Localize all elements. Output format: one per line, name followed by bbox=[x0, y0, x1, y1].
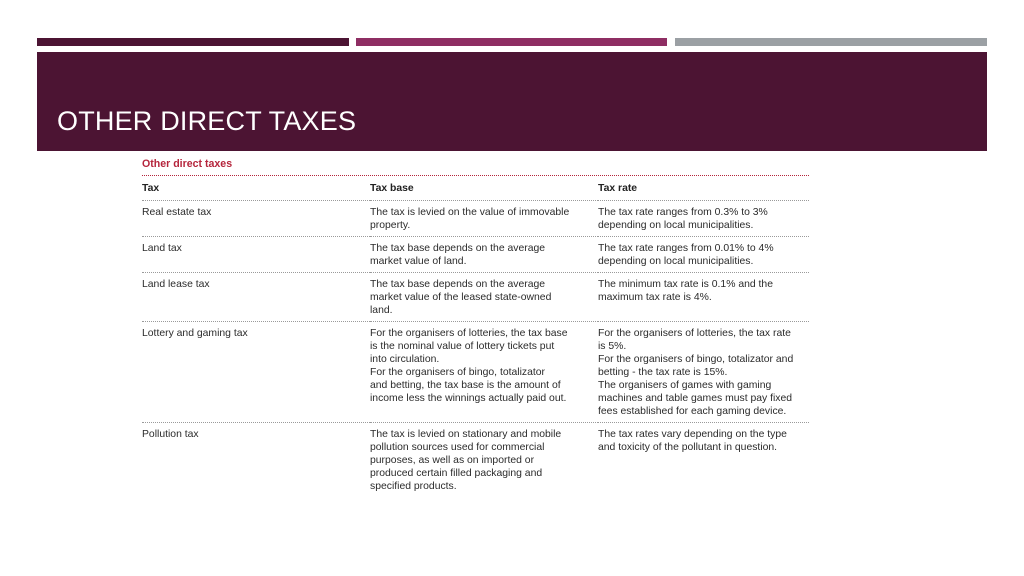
cell-line: For the organisers of bingo, totalizator and bbox=[598, 354, 794, 365]
cell-line: is the nominal value of lottery tickets put bbox=[370, 341, 555, 352]
cell-line: depending on local municipalities. bbox=[598, 220, 754, 231]
cell-tax-base bbox=[370, 237, 598, 273]
accent-bar-1 bbox=[37, 38, 349, 46]
cell-tax-base bbox=[370, 322, 598, 423]
cell-line: For the organisers of lotteries, the tax rate bbox=[598, 328, 791, 339]
table-row bbox=[142, 237, 809, 273]
cell-line: is 5%. bbox=[598, 341, 627, 352]
table-header-row bbox=[142, 176, 809, 201]
cell-line: income less the winnings actually paid out. bbox=[370, 393, 567, 404]
cell-tax: Land lease tax bbox=[142, 273, 370, 322]
accent-bar-2 bbox=[356, 38, 667, 46]
cell-tax-rate bbox=[598, 201, 809, 237]
cell-line: For the organisers of bingo, totalizator bbox=[370, 367, 546, 378]
cell-line: land. bbox=[370, 305, 393, 316]
cell-line: maximum tax rate is 4%. bbox=[598, 292, 712, 303]
table-row bbox=[142, 273, 809, 322]
cell-line: purposes, as well as on imported or bbox=[370, 455, 535, 466]
cell-tax: Land tax bbox=[142, 237, 370, 273]
cell-tax-rate bbox=[598, 237, 809, 273]
cell-line: For the organisers of lotteries, the tax base bbox=[370, 328, 568, 339]
cell-tax-base bbox=[370, 273, 598, 322]
cell-line: fees established for each gaming device. bbox=[598, 406, 787, 417]
cell-line: depending on local municipalities. bbox=[598, 256, 754, 267]
cell-line: betting - the tax rate is 15%. bbox=[598, 367, 728, 378]
header-tax: Tax bbox=[142, 176, 370, 201]
table-caption: Other direct taxes bbox=[142, 158, 809, 176]
title-band bbox=[37, 52, 987, 151]
cell-line: produced certain filled packaging and bbox=[370, 468, 543, 479]
cell-line: and betting, the tax base is the amount of bbox=[370, 380, 561, 391]
header-tax-base: Tax base bbox=[370, 176, 598, 201]
cell-line: The tax rate ranges from 0.3% to 3% bbox=[598, 207, 768, 218]
table-row bbox=[142, 322, 809, 423]
cell-line: The tax is levied on the value of immovable bbox=[370, 207, 570, 218]
cell-line: pollution sources used for commercial bbox=[370, 442, 545, 453]
cell-tax: Lottery and gaming tax bbox=[142, 322, 370, 423]
cell-tax: Real estate tax bbox=[142, 201, 370, 237]
cell-line: and toxicity of the pollutant in question. bbox=[598, 442, 778, 453]
header-tax-rate: Tax rate bbox=[598, 176, 809, 201]
tax-table bbox=[142, 176, 809, 497]
cell-line: The tax is levied on stationary and mobile bbox=[370, 429, 562, 440]
cell-line: The tax rates vary depending on the type bbox=[598, 429, 787, 440]
cell-line: The tax base depends on the average bbox=[370, 243, 546, 254]
cell-tax-base bbox=[370, 201, 598, 237]
table-row bbox=[142, 423, 809, 498]
accent-bar-3 bbox=[675, 38, 987, 46]
cell-tax-rate bbox=[598, 322, 809, 423]
cell-line: The minimum tax rate is 0.1% and the bbox=[598, 279, 773, 290]
cell-line: market value of land. bbox=[370, 256, 467, 267]
slide-title: OTHER DIRECT TAXES bbox=[57, 106, 357, 136]
cell-line: property. bbox=[370, 220, 411, 231]
cell-line: machines and table games must pay fixed bbox=[598, 393, 793, 404]
table-row bbox=[142, 201, 809, 237]
tax-table-block bbox=[142, 158, 809, 497]
cell-line: into circulation. bbox=[370, 354, 440, 365]
cell-tax: Pollution tax bbox=[142, 429, 199, 440]
cell-line: The tax base depends on the average bbox=[370, 279, 546, 290]
cell-tax-rate bbox=[598, 273, 809, 322]
cell-tax-base bbox=[370, 423, 598, 498]
cell-line: The tax rate ranges from 0.01% to 4% bbox=[598, 243, 774, 254]
cell-line: specified products. bbox=[370, 481, 457, 492]
cell-line: market value of the leased state-owned bbox=[370, 292, 552, 303]
cell-line: The organisers of games with gaming bbox=[598, 380, 772, 391]
cell-tax-rate bbox=[598, 423, 809, 498]
